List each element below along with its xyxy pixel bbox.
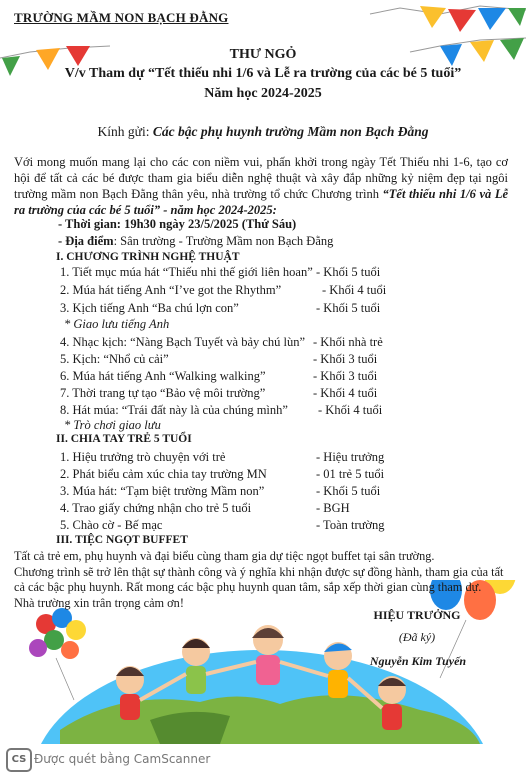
event-info	[58, 216, 333, 250]
program-item: 8. Hát múa: “Trái đất này là của chúng mình”	[60, 403, 288, 417]
program-item: 2. Phát biểu cảm xúc chia tay trường MN	[60, 467, 267, 481]
event-time-value: : 19h30 ngày 23/5/2025 (Thứ Sáu)	[116, 217, 297, 231]
program-performer: - Hiệu trưởng	[316, 450, 385, 464]
closing-paragraph	[14, 549, 514, 611]
school-name: TRƯỜNG MẦM NON BẠCH ĐẰNG	[14, 10, 229, 25]
program-item: 3. Múa hát: “Tạm biệt trường Mầm non”	[60, 484, 265, 498]
intro-program-name: “Tết thiếu nhi 1/6 và Lễ ra trường của các bé 5 tuổi” - năm học 2024-2025:	[14, 187, 508, 217]
program-performer: - Khối 4 tuổi	[322, 283, 387, 297]
section-heading-art: I. CHƯƠNG TRÌNH NGHỆ THUẬT	[56, 251, 240, 263]
sub-note-games: * Trò chơi giao lưu	[64, 418, 161, 432]
program-performer: - Khối 3 tuổi	[313, 352, 378, 366]
program-item: 1. Hiệu trưởng trò chuyện với trẻ	[60, 450, 226, 464]
camscanner-logo-icon: CS	[6, 748, 32, 772]
intro-paragraph	[14, 154, 508, 218]
letter-title: THƯ NGỎ	[229, 47, 297, 62]
section-heading-buffet: III. TIỆC NGỌT BUFFET	[56, 534, 188, 546]
sub-note-english: * Giao lưu tiếng Anh	[64, 317, 170, 331]
event-time-label: - Thời gian	[58, 217, 117, 231]
program-performer: - Khối 5 tuổi	[316, 301, 381, 315]
closing-line-3: Nhà trường xin trân trọng cảm ơn!	[14, 595, 184, 610]
program-item: 5. Chào cờ - Bế mạc	[60, 518, 163, 532]
program-item: 1. Tiết mục múa hát “Thiếu nhi thế giới liên hoan”	[60, 265, 313, 279]
program-item: 5. Kịch: “Nhổ củ cải”	[60, 352, 169, 366]
program-performer: - Khối nhà trẻ	[313, 335, 383, 349]
program-item: 4. Nhạc kịch: “Nàng Bạch Tuyết và bảy chú lùn”	[60, 335, 306, 349]
event-place-label: - Địa điểm	[58, 234, 114, 248]
event-place	[58, 233, 333, 250]
program-performer: - 01 trẻ 5 tuổi	[316, 467, 385, 481]
program-performer: - Khối 5 tuổi	[316, 265, 381, 279]
greeting-recipient: Các bậc phụ huynh trường Mầm non Bạch Đằng	[152, 124, 429, 139]
program-performer: - Khối 4 tuổi	[318, 403, 383, 417]
scanner-watermark-text: Được quét bằng CamScanner	[34, 752, 211, 766]
left-balloons-icon	[29, 608, 86, 700]
program-performer: - Toàn trường	[316, 518, 385, 532]
scanner-footer	[0, 744, 526, 774]
program-item: 4. Trao giấy chứng nhận cho trẻ 5 tuổi	[60, 501, 252, 515]
closing-line-2: Chương trình sẽ trở lên thật sự thành công và ý nghĩa khi nhận được sự đồng hành, tham gia của tất cả các bậc phụ huynh. Rất mong các bậc phụ huynh quan tâm, sắp xếp thời gian cùng tham dự.	[14, 564, 504, 594]
program-performer: - Khối 5 tuổi	[316, 484, 381, 498]
letter-title-block	[40, 46, 486, 104]
signature-role: HIỆU TRƯỞNG	[373, 608, 461, 622]
signature-name: Nguyễn Kim Tuyến	[369, 654, 467, 668]
program-item: 7. Thời trang tự tạo “Bảo vệ môi trường”	[60, 386, 266, 400]
signature-signed: (Đã ký)	[398, 630, 436, 644]
program-item: 6. Múa hát tiếng Anh “Walking walking”	[60, 369, 266, 383]
intro-text: Với mong muốn mang lại cho các con niềm vui, phấn khởi trong ngày Tết Thiếu nhi 1-6, tạo cơ hội để tất cả các bé được tham gia biểu diễn nghệ thuật và xây đắp những kỷ niệm đẹp tại ngôi trường mầm non Bạch Đằng thân yêu, nhà trường tổ chức Chương trình	[14, 155, 508, 201]
event-time	[58, 216, 333, 233]
program-item: 2. Múa hát tiếng Anh “I’ve got the Rhythm”	[60, 283, 282, 297]
closing-line-1: Tất cả trẻ em, phụ huynh và đại biểu cùng tham gia dự tiệc ngọt buffet tại sân trường.	[14, 549, 435, 563]
program-performer: - Khối 4 tuổi	[313, 386, 378, 400]
letter-subject: V/v Tham dự “Tết thiếu nhi 1/6 và Lễ ra trường của các bé 5 tuổi”	[64, 66, 462, 81]
school-year: Năm học 2024-2025	[204, 86, 322, 101]
greeting-line	[40, 124, 486, 140]
program-performer: - BGH	[316, 501, 350, 515]
program-item: 3. Kịch tiếng Anh “Ba chú lợn con”	[60, 301, 239, 315]
program-performer: - Khối 3 tuổi	[313, 369, 378, 383]
greeting-prefix: Kính gửi:	[97, 124, 153, 139]
event-place-value: : Sân trường - Trường Mầm non Bạch Đằng	[113, 234, 334, 248]
section-heading-farewell: II. CHIA TAY TRẺ 5 TUỔI	[56, 433, 192, 445]
